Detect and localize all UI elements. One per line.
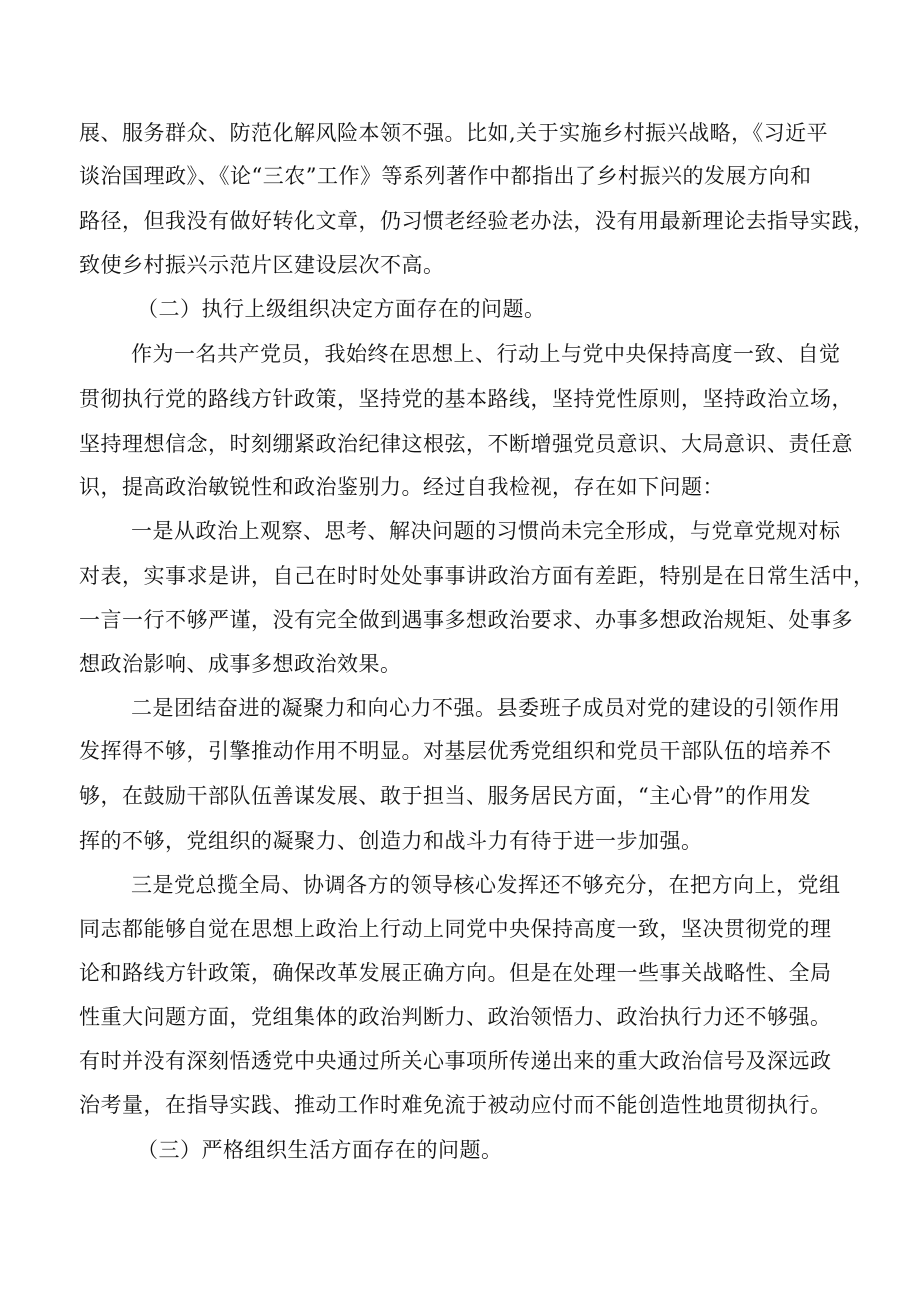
- paragraph-2-line-2: 贯彻执行党的路线方针政策，坚持党的基本路线，坚持党性原则，坚持政治立场，: [79, 387, 853, 411]
- paragraph-3-line-3: 一言一行不够严谨，没有完全做到遇事多想政治要求、办事多想政治规矩、处事多: [79, 608, 853, 632]
- paragraph-5-line-2: 同志都能够自觉在思想上政治上行动上同党中央保持高度一致，坚决贯彻党的理: [79, 917, 832, 941]
- paragraph-4-line-4: 挥的不够，党组织的凝聚力、创造力和战斗力有待于进一步加强。: [79, 829, 703, 853]
- paragraph-1-line-1: 展、服务群众、防范化解风险本领不强。比如,关于实施乡村振兴战略，《习近平: [79, 121, 829, 145]
- paragraph-4-line-3: 够，在鼓励干部队伍善谋发展、敢于担当、服务居民方面，“主心骨”的作用发: [79, 784, 811, 808]
- paragraph-2-line-1: 作为一名共产党员，我始终在思想上、行动上与党中央保持高度一致、自觉: [131, 342, 841, 366]
- paragraph-3-line-1: 一是从政治上观察、思考、解决问题的习惯尚未完全形成，与党章党规对标: [131, 519, 841, 543]
- paragraph-5-line-5: 有时并没有深刻悟透党中央通过所关心事项所传递出来的重大政治信号及深远政: [79, 1049, 832, 1073]
- paragraph-1-line-2: 谈治国理政》、《论“三农”工作》等系列著作中都指出了乡村振兴的发展方向和: [79, 164, 812, 188]
- paragraph-2-line-4: 识，提高政治敏锐性和政治鉴别力。经过自我检视，存在如下问题：: [79, 475, 724, 499]
- paragraph-3-line-4: 想政治影响、成事多想政治效果。: [79, 652, 402, 676]
- paragraph-4-line-2: 发挥得不够，引擎推动作用不明显。对基层优秀党组织和党员干部队伍的培养不: [79, 739, 832, 763]
- paragraph-5-line-4: 性重大问题方面，党组集体的政治判断力、政治领悟力、政治执行力还不够强。: [79, 1005, 832, 1029]
- paragraph-3-line-2: 对表，实事求是讲，自己在时时处处事事讲政治方面有差距，特别是在日常生活中，: [79, 564, 875, 588]
- paragraph-5-line-3: 论和路线方针政策，确保改革发展正确方向。但是在处理一些事关战略性、全局: [79, 961, 832, 985]
- paragraph-5-line-6: 治考量，在指导实践、推动工作时难免流于被动应付而不能创造性地贯彻执行。: [79, 1093, 832, 1117]
- paragraph-1-line-3: 路径，但我没有做好转化文章，仍习惯老经验老办法，没有用最新理论去指导实践，: [79, 209, 875, 233]
- paragraph-5-line-1: 三是党总揽全局、协调各方的领导核心发挥还不够充分，在把方向上，党组: [131, 873, 841, 897]
- paragraph-2-line-3: 坚持理想信念，时刻绷紧政治纪律这根弦，不断增强党员意识、大局意识、责任意: [79, 432, 853, 456]
- paragraph-4-line-1: 二是团结奋进的凝聚力和向心力不强。县委班子成员对党的建设的引领作用: [131, 696, 841, 720]
- section-heading-2: （二）执行上级组织决定方面存在的问题。: [137, 297, 546, 321]
- section-heading-3: （三）严格组织生活方面存在的问题。: [137, 1138, 503, 1162]
- paragraph-1-line-4: 致使乡村振兴示范片区建设层次不高。: [79, 253, 445, 277]
